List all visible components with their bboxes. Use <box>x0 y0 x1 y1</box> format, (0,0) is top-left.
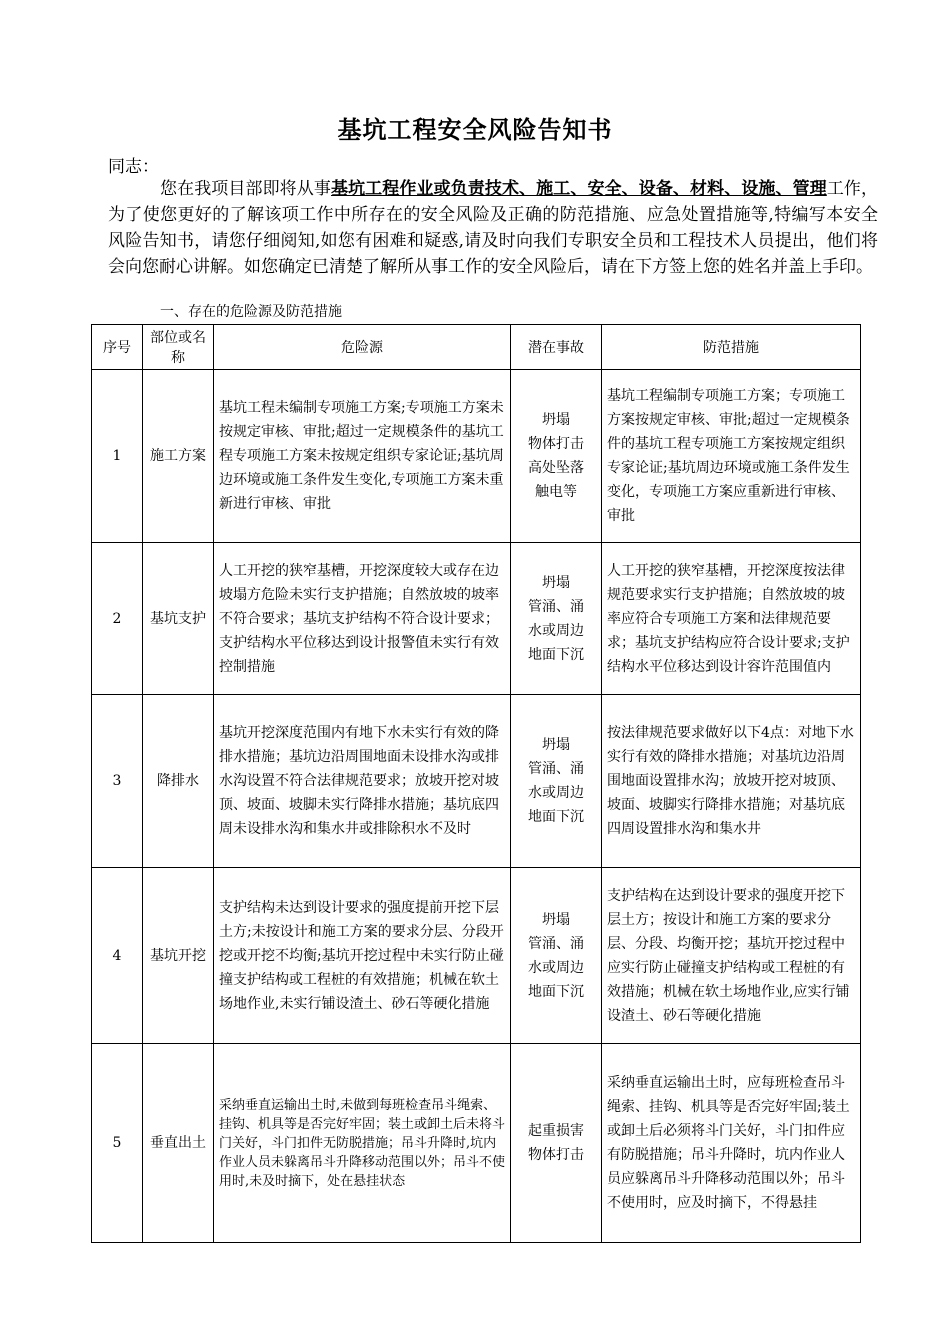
table-header-row <box>92 325 861 370</box>
header-no: 序号 <box>92 325 143 370</box>
row-no: 3 <box>92 695 143 868</box>
greeting: 同志： <box>108 157 159 177</box>
row-accident: 起重损害 物体打击 <box>511 1044 602 1243</box>
row-part: 基坑开挖 <box>143 868 214 1044</box>
table-row <box>92 695 861 868</box>
table-row <box>92 370 861 543</box>
row-accident: 坍塌 管涌、涌 水或周边 地面下沉 <box>511 695 602 868</box>
intro-paragraph <box>108 176 878 280</box>
row-measure: 人工开挖的狭窄基槽，开挖深度按法律规范要求实行支护措施；自然放坡的坡率应符合专项施工方案和法律规范要求；基坑支护结构应符合设计要求;支护结构水平位移达到设计容许范围值内 <box>602 543 861 695</box>
row-part: 基坑支护 <box>143 543 214 695</box>
table-row <box>92 543 861 695</box>
row-hazard: 人工开挖的狭窄基槽，开挖深度较大或存在边坡塌方危险未实行支护措施；自然放坡的坡率不符合要求；基坑支护结构不符合设计要求；支护结构水平位移达到设计报警值未实行有效控制措施 <box>214 543 511 695</box>
row-hazard: 基坑工程未编制专项施工方案;专项施工方案未按规定审核、审批;超过一定规模条件的基坑工程专项施工方案未按规定组织专家论证;基坑周边环境或施工条件发生变化,专项施工方案未重新进行审核、审批 <box>214 370 511 543</box>
row-measure: 按法律规范要求做好以下4点：对地下水实行有效的降排水措施；对基坑边沿周围地面设置排水沟；放坡开挖对坡顶、坡面、坡脚实行降排水措施；对基坑底四周设置排水沟和集水井 <box>602 695 861 868</box>
intro-emphasis: 基坑工程作业或负责技术、施工、安全、设备、材料、设施、管理 <box>330 179 827 199</box>
row-hazard: 基坑开挖深度范围内有地下水未实行有效的降排水措施；基坑边沿周围地面未设排水沟或排水沟设置不符合法律规范要求；放坡开挖对坡顶、坡面、坡脚未实行降排水措施；基坑底四周未设排水沟和集水井或排除积水不及时 <box>214 695 511 868</box>
table-row <box>92 868 861 1044</box>
row-measure: 基坑工程编制专项施工方案；专项施工方案按规定审核、审批;超过一定规模条件的基坑工程专项施工方案按规定组织专家论证;基坑周边环境或施工条件发生变化，专项施工方案应重新进行审核、审批 <box>602 370 861 543</box>
table-row <box>92 1044 861 1243</box>
intro-text-before: 您在我项目部即将从事 <box>160 179 331 199</box>
row-no: 2 <box>92 543 143 695</box>
row-part: 降排水 <box>143 695 214 868</box>
header-measure: 防范措施 <box>602 325 861 370</box>
row-part: 施工方案 <box>143 370 214 543</box>
header-hazard: 危险源 <box>214 325 511 370</box>
row-accident: 坍塌 管涌、涌 水或周边 地面下沉 <box>511 543 602 695</box>
header-part: 部位或名称 <box>143 325 214 370</box>
row-accident: 坍塌 物体打击 高处坠落 触电等 <box>511 370 602 543</box>
document-title: 基坑工程安全风险告知书 <box>337 115 613 144</box>
row-part: 垂直出土 <box>143 1044 214 1243</box>
row-measure: 支护结构在达到设计要求的强度开挖下层土方；按设计和施工方案的要求分层、分段、均衡开挖；基坑开挖过程中应实行防止碰撞支护结构或工程桩的有效措施；机械在软土场地作业,应实行铺设渣土、砂石等硬化措施 <box>602 868 861 1044</box>
row-no: 5 <box>92 1044 143 1243</box>
row-no: 1 <box>92 370 143 543</box>
row-measure: 采纳垂直运输出土时，应每班检查吊斗绳索、挂钩、机具等是否完好牢固;装土或卸土后必须将斗门关好，斗门扣件应有防脱措施；吊斗升降时，坑内作业人员应躲离吊斗升降移动范围以外；吊斗不使用时，应及时摘下，不得悬挂 <box>602 1044 861 1243</box>
row-hazard: 支护结构未达到设计要求的强度提前开挖下层土方;未按设计和施工方案的要求分层、分段开挖或开挖不均衡;基坑开挖过程中未实行防止碰撞支护结构或工程桩的有效措施；机械在软土场地作业,未实行铺设渣土、砂石等硬化措施 <box>214 868 511 1044</box>
row-no: 4 <box>92 868 143 1044</box>
intro-text-after: 工作，为了使您更好的了解该项工作中所存在的安全风险及正确的防范措施、应急处置措施等,特编写本安全风险告知书，请您仔细阅知,如您有困难和疑惑,请及时向我们专职安全员和工程技术人员提出，他们将会向您耐心讲解。如您确定已清楚了解所从事工作的安全风险后，请在下方签上您的姓名并盖上手印。 <box>108 179 879 277</box>
section-heading: 一、存在的危险源及防范措施 <box>160 304 342 320</box>
row-hazard: 采纳垂直运输出土时,未做到每班检查吊斗绳索、挂钩、机具等是否完好牢固；装土或卸土后未将斗门关好，斗门扣件无防脱措施；吊斗升降时,坑内作业人员未躲离吊斗升降移动范围以外；吊斗不使用时,未及时摘下，处在悬挂状态 <box>214 1044 511 1243</box>
hazard-table <box>91 324 861 1243</box>
header-accident: 潜在事故 <box>511 325 602 370</box>
row-accident: 坍塌 管涌、涌 水或周边 地面下沉 <box>511 868 602 1044</box>
